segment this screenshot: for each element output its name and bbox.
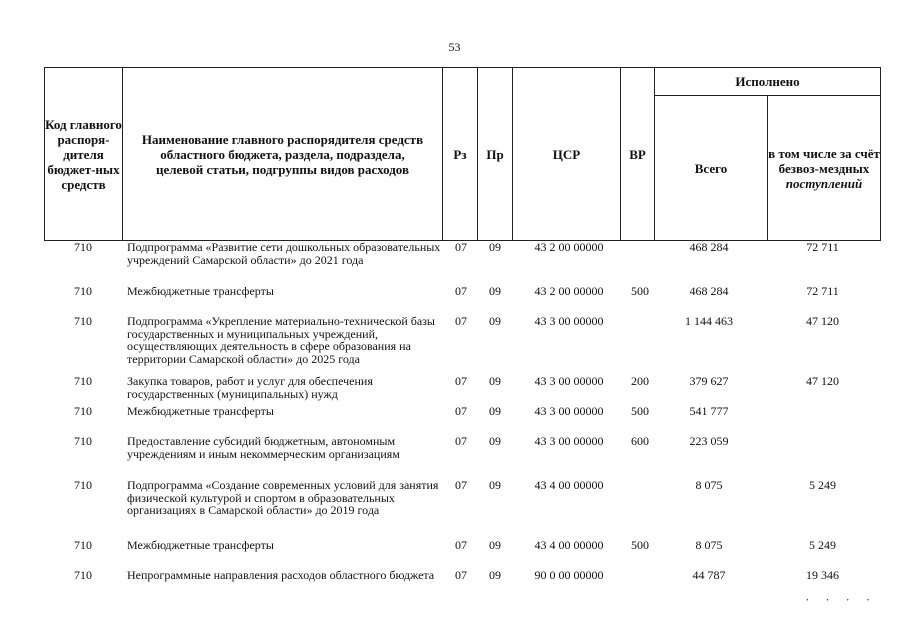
cell-incl: 72 711 bbox=[806, 284, 839, 298]
cell-name: Подпрограмма «Создание современных условий для занятия физической культурой и спортом в образовательных организациях в Самарской области» до 2019 года bbox=[127, 478, 439, 517]
cell-csr: 43 3 00 00000 bbox=[534, 374, 604, 388]
cell-name: Межбюджетные трансферты bbox=[127, 404, 274, 418]
cell-csr: 90 0 00 00000 bbox=[534, 568, 604, 582]
cell-csr: 43 2 00 00000 bbox=[534, 284, 604, 298]
cell-pr: 09 bbox=[489, 538, 501, 552]
header-executed: Исполнено bbox=[735, 74, 800, 89]
cell-code: 710 bbox=[74, 434, 92, 448]
cell-code: 710 bbox=[74, 314, 92, 328]
cell-pr: 09 bbox=[489, 478, 501, 492]
cell-code: 710 bbox=[74, 240, 92, 254]
cell-rz: 07 bbox=[455, 434, 467, 448]
cell-name: Подпрограмма «Укрепление материально-технической базы государственных и муниципальных учреждений, осуществляющих деятельность в сфере образования на территории Самарской области» до 2025 года bbox=[127, 314, 435, 366]
cell-total: 379 627 bbox=[689, 374, 729, 388]
cell-vr: 500 bbox=[631, 538, 649, 552]
cell-csr: 43 4 00 00000 bbox=[534, 478, 604, 492]
cell-pr: 09 bbox=[489, 374, 501, 388]
cell-csr: 43 3 00 00000 bbox=[534, 434, 604, 448]
cell-code: 710 bbox=[74, 538, 92, 552]
cell-total: 1 144 463 bbox=[685, 314, 733, 328]
cell-incl: 47 120 bbox=[806, 374, 839, 388]
header-pr: Пр bbox=[486, 146, 504, 162]
cell-csr: 43 4 00 00000 bbox=[534, 538, 604, 552]
cell-pr: 09 bbox=[489, 314, 501, 328]
cell-incl: 47 120 bbox=[806, 314, 839, 328]
cell-incl: 5 249 bbox=[809, 538, 836, 552]
cell-csr: 43 3 00 00000 bbox=[534, 314, 604, 328]
cell-code: 710 bbox=[74, 284, 92, 298]
cell-name: Непрограммные направления расходов областного бюджета bbox=[127, 568, 435, 582]
cell-total: 468 284 bbox=[689, 284, 729, 298]
header-incl-label: в том числе за счёт безвоз-мездных bbox=[768, 145, 880, 176]
cell-total: 8 075 bbox=[695, 538, 723, 552]
cell-csr: 43 2 00 00000 bbox=[534, 240, 604, 254]
cell-incl: 72 711 bbox=[806, 240, 839, 254]
cell-rz: 07 bbox=[455, 404, 467, 418]
cell-code: 710 bbox=[74, 478, 92, 492]
cell-code: 710 bbox=[74, 374, 92, 388]
cell-rz: 07 bbox=[455, 374, 467, 388]
header-incl-emph: поступлений bbox=[785, 175, 863, 191]
header-total: Всего bbox=[694, 160, 728, 176]
cell-name: Межбюджетные трансферты bbox=[127, 538, 274, 552]
cell-total: 223 059 bbox=[689, 434, 729, 448]
header-incl bbox=[768, 96, 880, 240]
cell-name: Предоставление субсидий бюджетным, автономным учреждениям и иным некоммерческим организациям bbox=[127, 434, 400, 461]
cell-rz: 07 bbox=[455, 314, 467, 328]
cell-rz: 07 bbox=[455, 240, 467, 254]
cell-rz: 07 bbox=[455, 568, 467, 582]
scan-marks: ˙ ˙ ˙ ˙ bbox=[805, 597, 877, 612]
header-name: Наименование главного распорядителя средств областного бюджета, раздела, подраздела, целевой статьи, подгруппы видов расходов bbox=[141, 131, 424, 177]
cell-vr: 500 bbox=[631, 284, 649, 298]
cell-name: Подпрограмма «Развитие сети дошкольных образовательных учреждений Самарской области» до 2021 года bbox=[127, 240, 441, 267]
cell-total: 44 787 bbox=[692, 568, 726, 582]
cell-pr: 09 bbox=[489, 404, 501, 418]
cell-rz: 07 bbox=[455, 478, 467, 492]
cell-pr: 09 bbox=[489, 568, 501, 582]
header-code: Код главного распоря-дителя бюджет-ных средств bbox=[45, 116, 122, 192]
cell-rz: 07 bbox=[455, 284, 467, 298]
cell-total: 541 777 bbox=[689, 404, 729, 418]
cell-total: 8 075 bbox=[695, 478, 723, 492]
header-rz: Рз bbox=[453, 146, 467, 162]
cell-pr: 09 bbox=[489, 434, 501, 448]
header-vr: ВР bbox=[629, 146, 646, 162]
header-csr: ЦСР bbox=[552, 146, 581, 162]
cell-total: 468 284 bbox=[689, 240, 729, 254]
cell-vr: 200 bbox=[631, 374, 649, 388]
cell-pr: 09 bbox=[489, 240, 501, 254]
cell-name: Закупка товаров, работ и услуг для обеспечения государственных (муниципальных) нужд bbox=[127, 374, 373, 401]
table-header bbox=[44, 67, 881, 241]
cell-vr: 600 bbox=[631, 434, 649, 448]
cell-name: Межбюджетные трансферты bbox=[127, 284, 274, 298]
cell-code: 710 bbox=[74, 404, 92, 418]
cell-code: 710 bbox=[74, 568, 92, 582]
cell-vr: 500 bbox=[631, 404, 649, 418]
page-number: 53 bbox=[448, 40, 461, 54]
cell-csr: 43 3 00 00000 bbox=[534, 404, 604, 418]
cell-rz: 07 bbox=[455, 538, 467, 552]
cell-pr: 09 bbox=[489, 284, 501, 298]
cell-incl: 19 346 bbox=[806, 568, 839, 582]
cell-incl: 5 249 bbox=[809, 478, 836, 492]
